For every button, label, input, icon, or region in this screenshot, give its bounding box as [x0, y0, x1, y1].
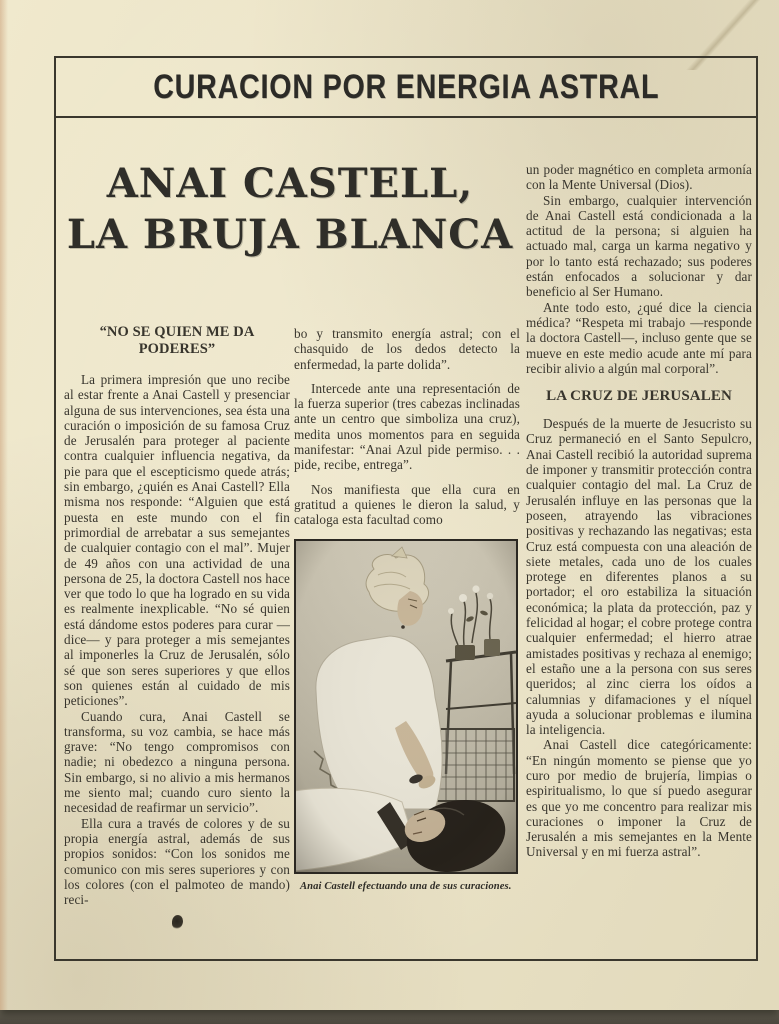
col1-paragraph-3: Ella cura a través de colores y de su propia energía astral, además de sus propios sonidos: “Con los sonidos me comunico con mis seres superiores y con los colores (con el palmoteo de mando) reci-	[64, 815, 290, 908]
article-title-line1: ANAI CASTELL,	[106, 160, 474, 207]
section-heading-no-se-quien	[64, 324, 290, 358]
col2-paragraph-3: Nos manifiesta que ella cura en gratitud a quienes le dieron la salud, y cataloga esta facultad como	[294, 481, 520, 528]
col3-paragraph-3: Ante todo esto, ¿qué dice la ciencia médica? “Respeta mi trabajo —responde la doctora Castell—, incluso gente que se mueve en este medio acude ante mí para recibir alivio a algún mal corporal”.	[526, 299, 752, 376]
masthead-band	[56, 58, 756, 118]
photo-vignette	[294, 539, 518, 874]
col3-paragraph-2: Sin embargo, cualquier intervención de Anai Castell está condicionada a la actitud de la persona; si alguien ha actuado mal, carga un karma negativo y por lo tanto está rechazado; sus poderes están enfocados a solucionar y dar beneficio al Ser Humano.	[526, 192, 752, 300]
col2-paragraph-1: bo y transmito energía astral; con el chasquido de los dedos detecto la enfermedad, la parte dolida”.	[294, 326, 520, 372]
photo-caption: Anai Castell efectuando una de sus curaciones.	[300, 880, 512, 892]
section-heading-line2: PODERES”	[138, 341, 216, 357]
article-frame	[54, 56, 758, 961]
column-2	[294, 326, 520, 953]
section-heading-la-cruz: LA CRUZ DE JERUSALEN	[546, 388, 732, 405]
col3-paragraph-4: Después de la muerte de Jesucristo su Cruz permaneció en el Santo Sepulcro, Anai Castell recibió la autoridad suprema de imponer y transmitir protección contra cualquier contagio del mal. La Cruz de Jerusalén influye en las personas que la poseen, atrayendo las vibraciones positivas y rechazando las negativas; esta Cruz está compuesta con una aleación de siete metales, cada uno de los cuales protege en diferentes planos a su portador; el oro estabiliza la situación económica; la plata da protección, paz y felicidad al hogar; el cobre protege contra cualquier enfermedad; el hierro atrae amistades positivas y rechaza al enemigo; el estaño une a la persona con sus seres queridos; al zinc cierra los oídos a calumnias y difamaciones y el níquel ayuda a solucionar problemas e ilumina la inteligencia.	[526, 416, 752, 738]
col3-paragraph-5: Anai Castell dice categóricamente: “En ningún momento se piense que yo curo por medio de brujería, limpias o espiritualismo, lo que sí puedo asegurar es que yo me concentro para realizar mis curaciones o imponer la Cruz de Jerusalén a mis semejantes en la Mente Universal y en mi fuerza astral”.	[526, 737, 752, 860]
paper-left-edge	[0, 0, 8, 1010]
column-1	[64, 324, 290, 953]
col3-paragraph-1: un poder magnético en completa armonía con la Mente Universal (Dios).	[526, 162, 752, 193]
col1-paragraph-2: Cuando cura, Anai Castell se transforma, su voz cambia, se hace más grave: “No tengo compromisos con nadie; ni obedezco a ninguna persona. Sin embargo, si no alivio a mis hermanos me siento mal; cuando curo siento la necesidad de reafirmar un servicio”.	[64, 708, 290, 816]
col2-paragraph-2: Intercede ante una representación de la fuerza superior (tres cabezas inclinadas ante un centro que simboliza una cruz), medita unos momentos para en seguida manifestar: “Anai Azul pide permiso. . . pide, recibe, entrega”.	[294, 380, 520, 473]
col1-paragraph-1: La primera impresión que uno recibe al estar frente a Anai Castell y presenciar alguna de sus intervenciones, sea ésta una curación o imposición de su famosa Cruz de Jerusalén para proteger al paciente contra cualquier influencia negativa, da pie para que el escepticismo quede atrás; sin embargo, ¿quién es Anai Castell? Ella misma nos responde: “Alguien que está puesta en este mundo con el fin primordial de arrebatar a sus semejantes de cualquier contagio con el mal”. Mujer de 49 años con una actividad de una persona de 25, la doctora Castell nos hace ver que todo lo que ha logrado en su vida es realmente inexplicable. “No sé quien está dándome estos poderes para curar —dice— y para proteger a mis semejantes al imponerles la Cruz de Jerusalén, sólo sé que son seres superiores y que ellos son quienes están al cuidado de mis peticiones”.	[64, 372, 290, 709]
photo-anai-castell-healing	[294, 539, 518, 874]
photo-illustration	[294, 539, 518, 874]
masthead-title: CURACION POR ENERGIA ASTRAL	[152, 67, 660, 106]
column-3	[526, 162, 752, 953]
article-title-line2: LA BRUJA BLANCA	[66, 211, 514, 258]
section-heading-line1: “NO SE QUIEN ME DA	[99, 324, 255, 340]
article-title	[64, 158, 516, 260]
